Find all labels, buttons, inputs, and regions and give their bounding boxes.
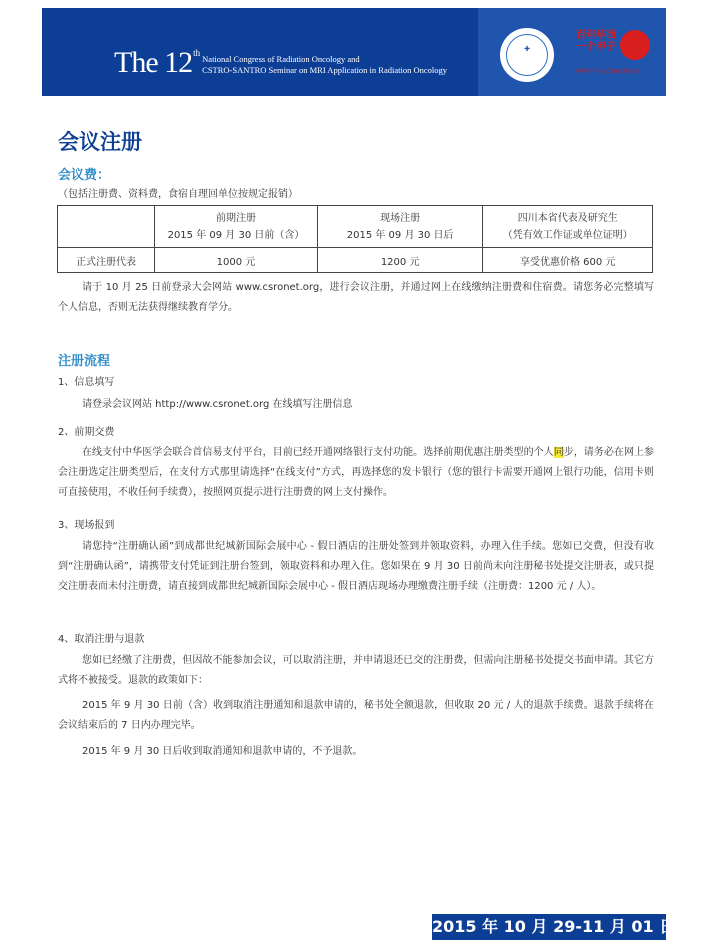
- fee-table-header-empty: [58, 206, 155, 248]
- step4-text-2: 2015 年 9 月 30 日前（含）收到取消注册通知和退款申请的，秘书处全额退款，但收取 20 元 / 人的退款手续费。退款手续将在会议结束后的 7 日内办理完毕。: [58, 700, 654, 731]
- congress-name-line1: National Congress of Radiation Oncology and: [202, 54, 360, 64]
- logo-panel: [478, 8, 666, 96]
- table-cell: 正式注册代表: [58, 248, 155, 273]
- process-heading: 注册流程: [58, 354, 111, 369]
- fee-table-header-row: [58, 206, 653, 248]
- event-dates: 2015 年 10 月 29-11 月 01 日: [432, 914, 666, 940]
- fee-table-header-early: 前期注册 2015 年 09 月 30 日前（含）: [155, 206, 318, 248]
- table-cell: 1000 元: [155, 248, 318, 273]
- header-banner: [42, 8, 666, 96]
- anniversary-logo-subtext: 中华医学会成立100周年纪念: [576, 69, 641, 75]
- step3-text: 请您持“注册确认函”到成都世纪城新国际会展中心 - 假日酒店的注册处签到并领取资料，办理入住手续。您如已交费，但没有收到“注册确认函”，请携带支付凭证到注册台签到，领取资料和办理入住。您如果在 9 月 30 日前尚未向注册秘书处提交注册表，或只提交注册表而未付注册费，请直接到成都世纪城新国际会展中心 - 假日酒店现场办理缴费注册手续（注册费：1200 元 / 人）。: [58, 541, 654, 592]
- step4-title: 4、取消注册与退款: [58, 634, 145, 645]
- page-title: 会议注册: [58, 130, 142, 154]
- fee-table-header-onsite: 现场注册 2015 年 09 月 30 日后: [317, 206, 483, 248]
- fee-heading: 会议费：: [58, 168, 111, 183]
- table-row: [58, 248, 653, 273]
- society-logo-icon: ✚: [500, 28, 554, 82]
- congress-title: [114, 48, 447, 78]
- fee-note: （包括注册费、资料费，食宿自理回单位按规定报销）: [58, 189, 298, 200]
- edition-number: The 12: [114, 46, 193, 79]
- step4-text-3: 2015 年 9 月 30 日后收到取消通知和退款申请的，不予退款。: [82, 746, 363, 757]
- congress-name: [202, 54, 447, 76]
- highlighted-char: 同: [553, 447, 564, 458]
- fee-table: [57, 205, 653, 273]
- step1-title: 1、信息填写: [58, 377, 115, 388]
- anniversary-logo-text: 百年华西 一个甲子: [576, 30, 616, 53]
- table-cell: 1200 元: [317, 248, 483, 273]
- fee-description: 请于 10 月 25 日前登录大会网站 www.csronet.org，进行会议注册，并通过网上在线缴纳注册费和住宿费。请您务必完整填写个人信息，否则无法获得继续教育学分。: [58, 282, 654, 313]
- step2-title: 2、前期交费: [58, 427, 115, 438]
- congress-name-line2: CSTRO-SANTRO Seminar on MRI Application in Radiation Oncology: [202, 65, 447, 75]
- step4-text-1: 您如已经缴了注册费，但因故不能参加会议，可以取消注册，并申请退还已交的注册费，但需向注册秘书处提交书面申请。其它方式将不被接受。退款的政策如下：: [58, 655, 654, 686]
- fee-table-header-sichuan: 四川本省代表及研究生 （凭有效工作证或单位证明）: [483, 206, 653, 248]
- anniversary-seal-icon: [620, 30, 650, 60]
- step3-title: 3、现场报到: [58, 520, 115, 531]
- edition-suffix: th: [193, 48, 201, 58]
- step2-text: 在线支付中华医学会联合首信易支付平台，目前已经开通网络银行支付功能。选择前期优惠注册类型的个人同步，请务必在网上参会注册选定注册类型后，在支付方式那里请选择“在线支付”方式，再选择您的发卡银行（您的银行卡需要开通网上银行功能，信用卡则可直接使用，不收任何手续费），按照网页提示进行注册费的网上支付操作。: [58, 447, 655, 498]
- table-cell: 享受优惠价格 600 元: [483, 248, 653, 273]
- step1-text: 请登录会议网站 http://www.csronet.org 在线填写注册信息: [82, 399, 353, 410]
- anniversary-logo-icon: [576, 30, 656, 82]
